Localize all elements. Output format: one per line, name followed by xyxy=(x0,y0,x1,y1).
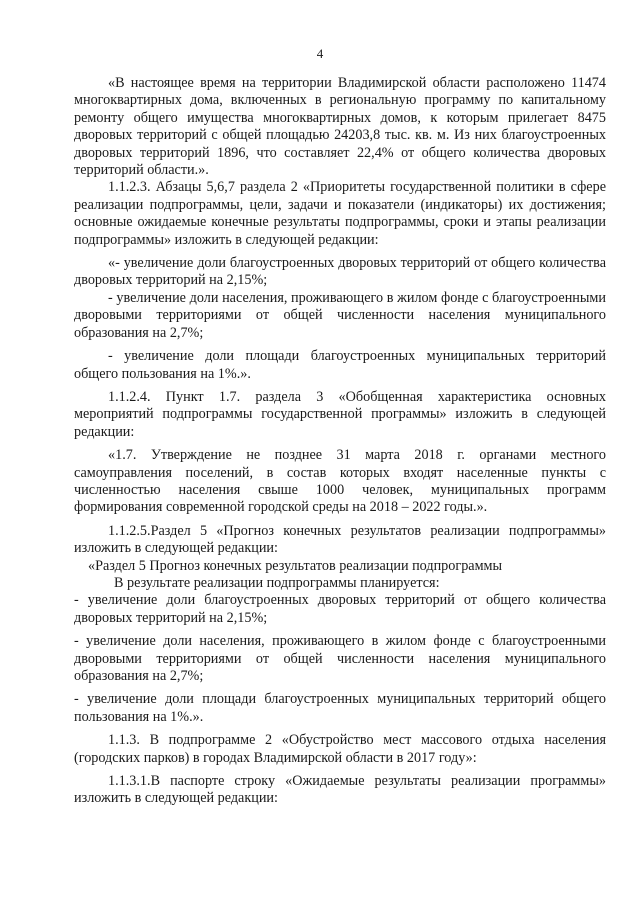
paragraph-result-yards: - увеличение доли благоустроенных дворовых территорий от общего количества дворовых территорий на 2,15%; xyxy=(74,592,606,626)
paragraph-result-public-areas: - увеличение доли площади благоустроенных муниципальных территорий общего пользования на 1%.». xyxy=(74,691,606,725)
paragraph-intro-quote: «В настоящее время на территории Владимирской области расположено 11474 многоквартирных дома, включенных в региональную программу по капитальному ремонту общего имущества многоквартирных домов, к которым прилегает 8475 дворовых территорий с общей площадью 24203,8 тыс. кв. м. Из них благоустроенных дворовых территорий 1896, что составляет 22,4% от общего количества дворовых территорий области.». xyxy=(74,75,606,179)
paragraph-1-1-2-3: 1.1.2.3. Абзацы 5,6,7 раздела 2 «Приоритеты государственной политики в сфере реализации подпрограммы, цели, задачи и показатели (индикаторы) их достижения; основные ожидаемые конечные результаты подпрограммы, сроки и этапы реализации подпрограммы» изложить в следующей редакции: xyxy=(74,179,606,248)
paragraph-1-1-2-4: 1.1.2.4. Пункт 1.7. раздела 3 «Обобщенная характеристика основных мероприятий подпрограммы государственной программы» изложить в следующей редакции: xyxy=(74,388,606,440)
paragraph-1-1-3-1: 1.1.3.1.В паспорте строку «Ожидаемые результаты реализации программы» изложить в следующей редакции: xyxy=(74,773,606,807)
paragraph-result-population: - увеличение доли населения, проживающего в жилом фонде с благоустроенными дворовыми территориями от общей численности населения муниципального образования на 2,7%; xyxy=(74,633,606,684)
document-body xyxy=(74,75,606,808)
paragraph-bullet-population: - увеличение доли населения, проживающего в жилом фонде с благоустроенными дворовыми территориями от общей численности населения муниципального образования на 2,7%; xyxy=(74,289,606,341)
paragraph-bullet-yards: «- увеличение доли благоустроенных дворовых территорий от общего количества дворовых территорий на 2,15%; xyxy=(74,255,606,289)
page-number: 4 xyxy=(316,46,324,61)
paragraph-section-5-lead: В результате реализации подпрограммы планируется: xyxy=(114,574,440,591)
paragraph-1-1-2-5: 1.1.2.5.Раздел 5 «Прогноз конечных результатов реализации подпрограммы» изложить в следующей редакции: xyxy=(74,522,606,557)
paragraph-section-5-title: «Раздел 5 Прогноз конечных результатов реализации подпрограммы xyxy=(88,557,503,574)
paragraph-item-1-7: «1.7. Утверждение не позднее 31 марта 2018 г. органами местного самоуправления поселений, в состав которых входят населенные пункты с численностью населения свыше 1000 человек, муниципальных программ формирования современной городской среды на 2018 – 2022 годы.». xyxy=(74,447,606,516)
paragraph-1-1-3: 1.1.3. В подпрограмме 2 «Обустройство мест массового отдыха населения (городских парков) в городах Владимирской области в 2017 году»: xyxy=(74,732,606,766)
paragraph-bullet-public-areas: - увеличение доли площади благоустроенных муниципальных территорий общего пользования на 1%.». xyxy=(74,348,606,382)
